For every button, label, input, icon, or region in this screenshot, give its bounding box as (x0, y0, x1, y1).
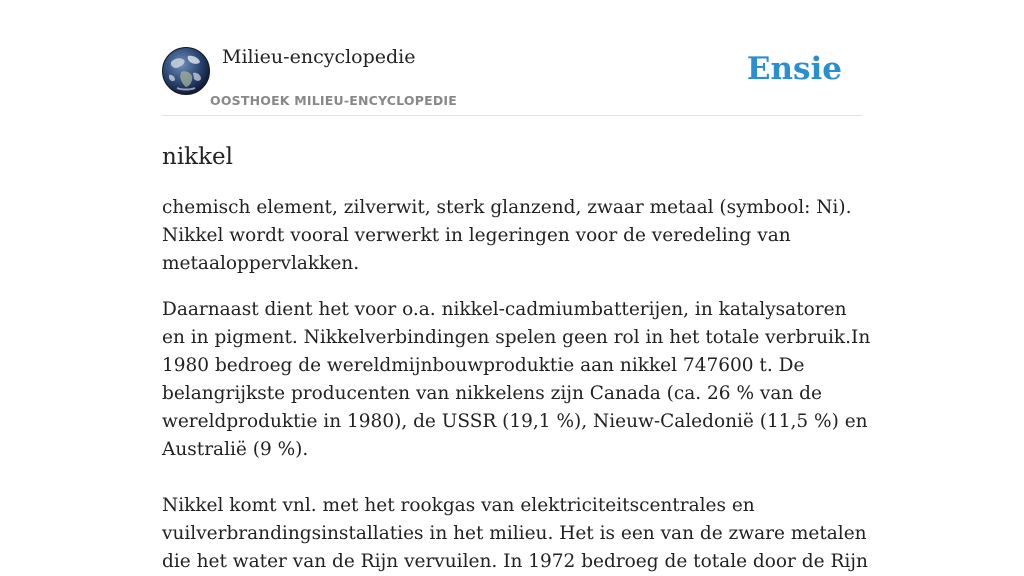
site-header (162, 0, 862, 116)
brand-logo-link[interactable]: Ensie (746, 51, 842, 87)
page (162, 0, 871, 576)
article-paragraph: chemisch element, zilverwit, sterk glanzend, zwaar metaal (symbool: Ni). Nikkel wordt vooral verwerkt in legeringen voor de veredeling van metaaloppervlakken. (162, 197, 852, 274)
article-title: nikkel (162, 144, 234, 170)
earth-globe-icon[interactable] (162, 47, 210, 95)
article-paragraph: Daarnaast dient het voor o.a. nikkel-cadmiumbatterijen, in katalysatoren en in pigment. Nikkelverbindingen spelen geen rol in het totale verbruik.In 1980 bedroeg de wereldmijnbouwproduktie aan nikkel 747600 t. De belangrijkste producenten van nikkelens zijn Canada (ca. 26 % van de wereldproduktie in 1980), de USSR (19,1 %), Nieuw-Caledonië (11,5 %) en Australië (9 %). Nikkel komt vnl. met het rookgas van elektriciteitscentrales en vuilverbrandingsinstallaties in het milieu. Het is een van de zware metalen die het water van de Rijn vervuilen. In 1972 bedroeg de totale door de Rijn (162, 299, 871, 572)
site-subtitle: OOSTHOEK MILIEU-ENCYCLOPEDIE (210, 93, 457, 108)
site-name-link[interactable]: Milieu-encyclopedie (222, 46, 416, 68)
